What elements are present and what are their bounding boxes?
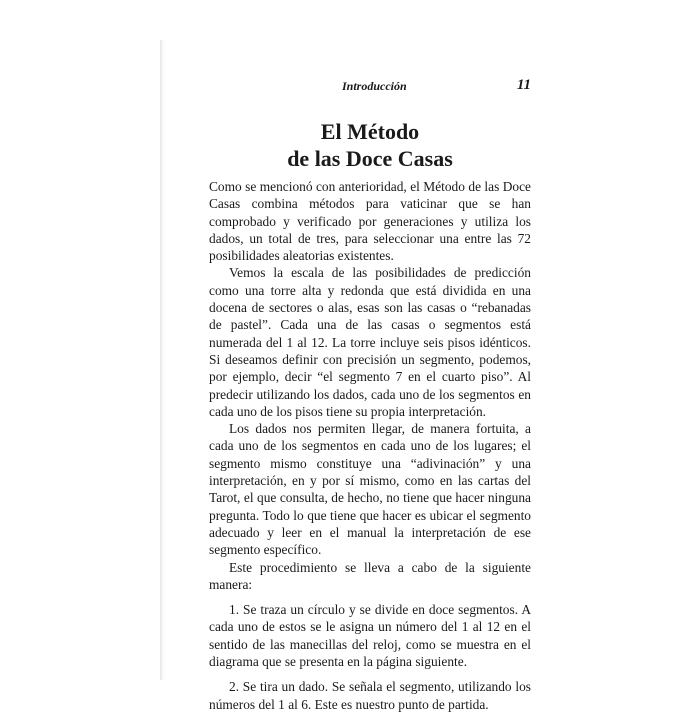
chapter-title-line-1: El Método [320, 119, 420, 144]
paragraph-procedure: Este procedimiento se lleva a cabo de la siguiente manera: [209, 559, 531, 592]
step-1: 1. Se traza un círculo y se divide en doce segmentos. A cada uno de estos se le asigna un número del 1 al 12 en el sentido de las manecillas del reloj, como se muestra en el diagrama que se presenta en la página siguiente. [209, 602, 531, 670]
chapter-title-line-2: de las Doce Casas [287, 146, 453, 171]
paragraph-dice: Los dados nos permiten llegar, de manera fortuita, a cada uno de los segmentos en cada uno de los lugares; el segmento mismo constituye una “adivinación” y una interpretación, en y por sí mismo, como en las cartas del Tarot, el que consulta, de hecho, no tiene que hacer ninguna pregunta. Todo lo que tiene que hacer es ubicar el segmento adecuado y leer en el manual la interpretación de ese segmento específico. [209, 421, 531, 558]
running-header [209, 78, 531, 98]
chapter-title [209, 118, 531, 172]
page-number: 11 [516, 77, 531, 93]
paragraph-intro: Como se mencionó con anterioridad, el Método de las Doce Casas combina métodos para vaticinar que se han comprobado y verificado por generaciones y utiliza los dados, un total de tres, para seleccionar una entre las 72 posibilidades aleatorias existentes. [209, 179, 531, 264]
paragraph-tower: Vemos la escala de las posibilidades de predicción como una torre alta y redonda que está dividida en una docena de sectores o alas, esas son las casas o “rebanadas de pastel”. Cada una de las casas o segmentos está numerada del 1 al 12. La torre incluye seis pisos idénticos. Si deseamos definir con precisión un segmento, podemos, por ejemplo, decir “el segmento 7 en el cuarto piso”. Al predecir utilizando los dados, cada uno de los segmentos en cada uno de los pisos tiene su propia interpretación. [209, 265, 531, 419]
step-2: 2. Se tira un dado. Se señala el segmento, utilizando los números del 1 al 6. Este es nuestro punto de partida. [209, 679, 531, 712]
body-text [209, 178, 531, 713]
page-gutter-shadow [160, 40, 166, 680]
running-title: Introducción [342, 79, 407, 93]
